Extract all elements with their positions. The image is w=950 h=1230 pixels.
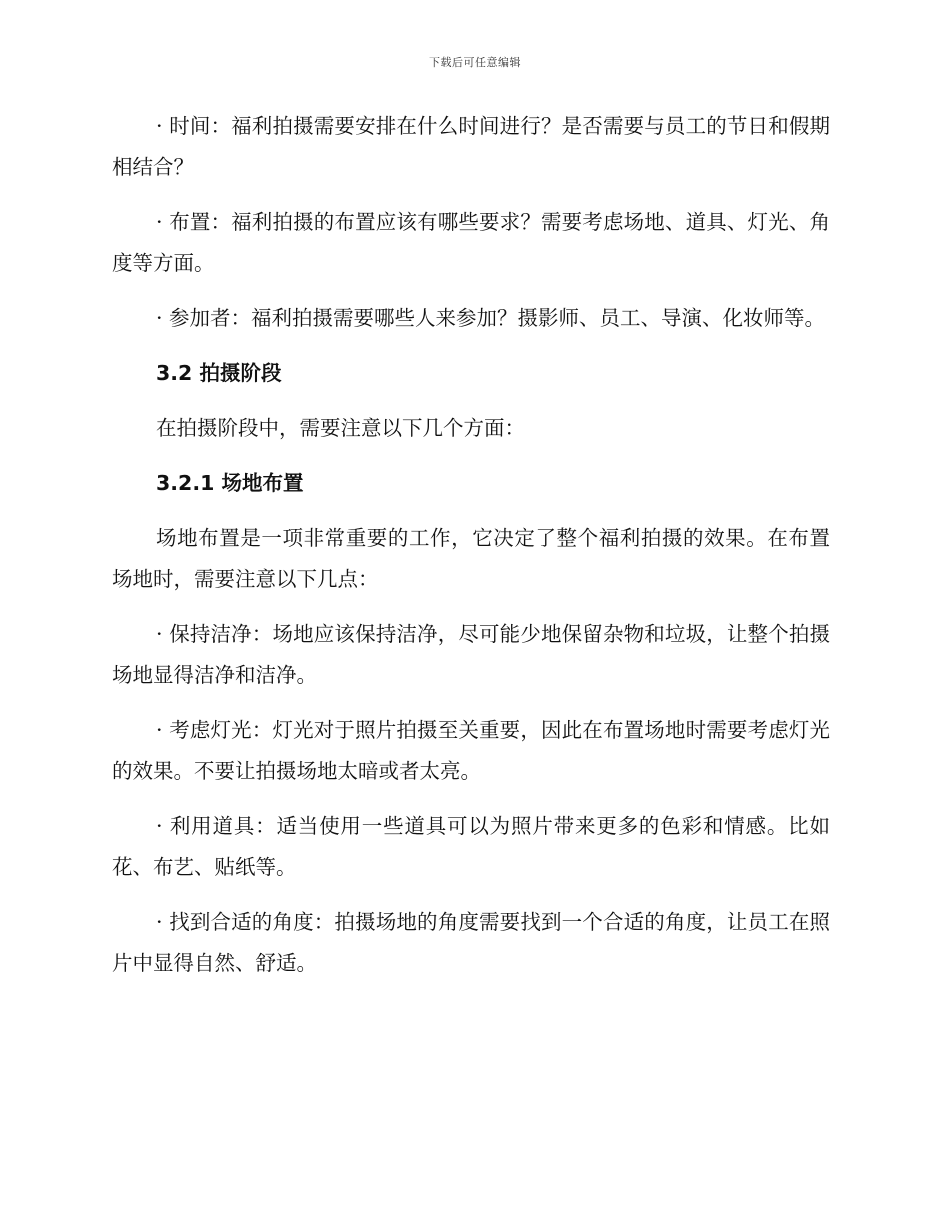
bullet-props: · 利用道具：适当使用一些道具可以为照片带来更多的色彩和情感。比如花、布艺、贴纸等。 [112, 814, 830, 879]
document-body [112, 106, 830, 998]
bullet-angle: · 找到合适的角度：拍摄场地的角度需要找到一个合适的角度，让员工在照片中显得自然、舒适。 [112, 910, 830, 975]
bullet-layout: · 布置：福利拍摄的布置应该有哪些要求？需要考虑场地、道具、灯光、角度等方面。 [112, 210, 830, 275]
bullet-keep-clean: · 保持洁净：场地应该保持洁净，尽可能少地保留杂物和垃圾，让整个拍摄场地显得洁净和洁净。 [112, 622, 830, 687]
page-header: 下载后可任意编辑 [429, 56, 521, 69]
venue-layout-paragraph: 场地布置是一项非常重要的工作，它决定了整个福利拍摄的效果。在布置场地时，需要注意以下几点： [112, 526, 830, 591]
section-heading-3-2: 3.2 拍摄阶段 [156, 361, 282, 385]
section-heading-3-2-1: 3.2.1 场地布置 [156, 471, 304, 495]
bullet-time: · 时间：福利拍摄需要安排在什么时间进行？是否需要与员工的节日和假期相结合？ [112, 114, 830, 179]
bullet-participants: · 参加者：福利拍摄需要哪些人来参加？摄影师、员工、导演、化妆师等。 [156, 306, 826, 330]
section-intro-paragraph: 在拍摄阶段中，需要注意以下几个方面： [156, 416, 525, 440]
bullet-lighting: · 考虑灯光：灯光对于照片拍摄至关重要，因此在布置场地时需要考虑灯光的效果。不要让拍摄场地太暗或者太亮。 [112, 718, 830, 783]
